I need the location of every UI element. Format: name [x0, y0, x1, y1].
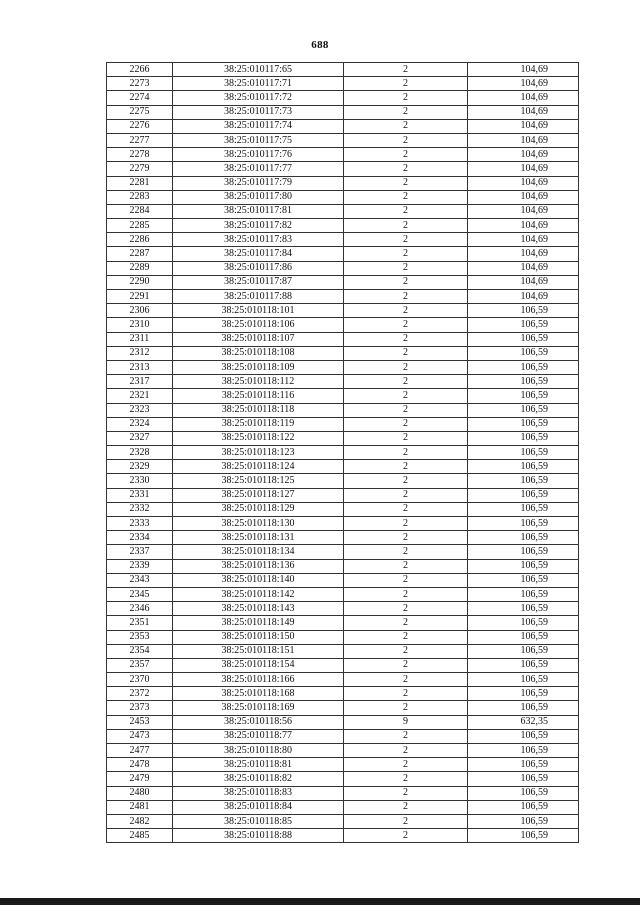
share-cell: 2 [344, 488, 468, 502]
cadastral-number-cell: 38:25:010117:76 [173, 148, 344, 162]
value-cell: 106,59 [468, 729, 579, 743]
cadastral-number-cell: 38:25:010118:101 [173, 304, 344, 318]
table-row [107, 403, 579, 417]
table-row [107, 375, 579, 389]
table-row [107, 502, 579, 516]
share-cell: 2 [344, 162, 468, 176]
value-cell: 104,69 [468, 91, 579, 105]
row-number-cell: 2281 [107, 176, 173, 190]
table-row [107, 176, 579, 190]
value-cell: 104,69 [468, 148, 579, 162]
share-cell: 2 [344, 176, 468, 190]
cadastral-number-cell: 38:25:010118:149 [173, 616, 344, 630]
share-cell: 2 [344, 290, 468, 304]
table-row [107, 105, 579, 119]
value-cell: 104,69 [468, 77, 579, 91]
value-cell: 106,59 [468, 460, 579, 474]
share-cell: 2 [344, 545, 468, 559]
value-cell: 104,69 [468, 190, 579, 204]
value-cell: 106,59 [468, 517, 579, 531]
share-cell: 2 [344, 573, 468, 587]
row-number-cell: 2324 [107, 417, 173, 431]
table-row [107, 474, 579, 488]
value-cell: 106,59 [468, 446, 579, 460]
row-number-cell: 2351 [107, 616, 173, 630]
value-cell: 106,59 [468, 403, 579, 417]
row-number-cell: 2286 [107, 233, 173, 247]
cadastral-number-cell: 38:25:010118:142 [173, 587, 344, 601]
row-number-cell: 2321 [107, 389, 173, 403]
value-cell: 632,35 [468, 715, 579, 729]
cadastral-number-cell: 38:25:010117:74 [173, 119, 344, 133]
share-cell: 2 [344, 800, 468, 814]
value-cell: 106,59 [468, 545, 579, 559]
table-row [107, 162, 579, 176]
table-row [107, 233, 579, 247]
table-row [107, 63, 579, 77]
row-number-cell: 2477 [107, 744, 173, 758]
cadastral-number-cell: 38:25:010118:119 [173, 417, 344, 431]
value-cell: 104,69 [468, 133, 579, 147]
value-cell: 106,59 [468, 332, 579, 346]
table-row [107, 247, 579, 261]
table-row [107, 304, 579, 318]
value-cell: 106,59 [468, 431, 579, 445]
value-cell: 104,69 [468, 204, 579, 218]
share-cell: 2 [344, 644, 468, 658]
share-cell: 2 [344, 133, 468, 147]
cadastral-number-cell: 38:25:010118:154 [173, 658, 344, 672]
value-cell: 106,59 [468, 616, 579, 630]
cadastral-number-cell: 38:25:010118:166 [173, 673, 344, 687]
row-number-cell: 2284 [107, 204, 173, 218]
value-cell: 106,59 [468, 673, 579, 687]
value-cell: 106,59 [468, 304, 579, 318]
table-row [107, 148, 579, 162]
share-cell: 2 [344, 814, 468, 828]
cadastral-number-cell: 38:25:010117:73 [173, 105, 344, 119]
row-number-cell: 2332 [107, 502, 173, 516]
share-cell: 9 [344, 715, 468, 729]
cadastral-number-cell: 38:25:010118:130 [173, 517, 344, 531]
table-row [107, 431, 579, 445]
row-number-cell: 2329 [107, 460, 173, 474]
share-cell: 2 [344, 772, 468, 786]
table-row [107, 687, 579, 701]
share-cell: 2 [344, 219, 468, 233]
row-number-cell: 2276 [107, 119, 173, 133]
row-number-cell: 2331 [107, 488, 173, 502]
row-number-cell: 2311 [107, 332, 173, 346]
share-cell: 2 [344, 587, 468, 601]
value-cell: 106,59 [468, 360, 579, 374]
cadastral-number-cell: 38:25:010118:85 [173, 814, 344, 828]
share-cell: 2 [344, 786, 468, 800]
cadastral-number-cell: 38:25:010118:151 [173, 644, 344, 658]
cadastral-number-cell: 38:25:010118:122 [173, 431, 344, 445]
table-row [107, 644, 579, 658]
table-row [107, 729, 579, 743]
table-row [107, 360, 579, 374]
value-cell: 104,69 [468, 105, 579, 119]
cadastral-number-cell: 38:25:010117:77 [173, 162, 344, 176]
cadastral-number-cell: 38:25:010118:134 [173, 545, 344, 559]
table-row [107, 630, 579, 644]
value-cell: 104,69 [468, 219, 579, 233]
cadastral-number-cell: 38:25:010117:80 [173, 190, 344, 204]
value-cell: 106,59 [468, 687, 579, 701]
cadastral-number-cell: 38:25:010118:129 [173, 502, 344, 516]
share-cell: 2 [344, 375, 468, 389]
share-cell: 2 [344, 460, 468, 474]
value-cell: 106,59 [468, 488, 579, 502]
value-cell: 104,69 [468, 233, 579, 247]
cadastral-number-cell: 38:25:010118:56 [173, 715, 344, 729]
cadastral-number-cell: 38:25:010118:143 [173, 602, 344, 616]
value-cell: 106,59 [468, 587, 579, 601]
row-number-cell: 2327 [107, 431, 173, 445]
row-number-cell: 2323 [107, 403, 173, 417]
share-cell: 2 [344, 233, 468, 247]
table-row [107, 417, 579, 431]
table-row [107, 460, 579, 474]
row-number-cell: 2339 [107, 559, 173, 573]
share-cell: 2 [344, 758, 468, 772]
cadastral-number-cell: 38:25:010118:112 [173, 375, 344, 389]
row-number-cell: 2317 [107, 375, 173, 389]
share-cell: 2 [344, 119, 468, 133]
row-number-cell: 2343 [107, 573, 173, 587]
cadastral-number-cell: 38:25:010118:124 [173, 460, 344, 474]
cadastral-number-cell: 38:25:010118:77 [173, 729, 344, 743]
row-number-cell: 2373 [107, 701, 173, 715]
row-number-cell: 2354 [107, 644, 173, 658]
share-cell: 2 [344, 91, 468, 105]
cadastral-number-cell: 38:25:010118:88 [173, 829, 344, 843]
table-row [107, 758, 579, 772]
share-cell: 2 [344, 148, 468, 162]
cadastral-number-cell: 38:25:010117:79 [173, 176, 344, 190]
share-cell: 2 [344, 346, 468, 360]
share-cell: 2 [344, 77, 468, 91]
row-number-cell: 2273 [107, 77, 173, 91]
value-cell: 106,59 [468, 630, 579, 644]
cadastral-number-cell: 38:25:010117:86 [173, 261, 344, 275]
row-number-cell: 2330 [107, 474, 173, 488]
value-cell: 106,59 [468, 559, 579, 573]
row-number-cell: 2345 [107, 587, 173, 601]
row-number-cell: 2473 [107, 729, 173, 743]
cadastral-number-cell: 38:25:010117:84 [173, 247, 344, 261]
share-cell: 2 [344, 474, 468, 488]
table-row [107, 261, 579, 275]
table-row [107, 715, 579, 729]
cadastral-number-cell: 38:25:010118:80 [173, 744, 344, 758]
cadastral-number-cell: 38:25:010118:81 [173, 758, 344, 772]
table-row [107, 488, 579, 502]
share-cell: 2 [344, 701, 468, 715]
scan-bottom-edge [0, 898, 640, 905]
table-row [107, 602, 579, 616]
table-row [107, 573, 579, 587]
cadastral-number-cell: 38:25:010117:75 [173, 133, 344, 147]
row-number-cell: 2478 [107, 758, 173, 772]
table-row [107, 318, 579, 332]
value-cell: 106,59 [468, 318, 579, 332]
share-cell: 2 [344, 105, 468, 119]
row-number-cell: 2370 [107, 673, 173, 687]
share-cell: 2 [344, 403, 468, 417]
cadastral-number-cell: 38:25:010117:83 [173, 233, 344, 247]
value-cell: 104,69 [468, 119, 579, 133]
table-row [107, 616, 579, 630]
value-cell: 104,69 [468, 247, 579, 261]
table-row [107, 814, 579, 828]
share-cell: 2 [344, 63, 468, 77]
value-cell: 106,59 [468, 786, 579, 800]
share-cell: 2 [344, 247, 468, 261]
row-number-cell: 2289 [107, 261, 173, 275]
cadastral-number-cell: 38:25:010118:168 [173, 687, 344, 701]
table-row [107, 772, 579, 786]
value-cell: 104,69 [468, 261, 579, 275]
row-number-cell: 2480 [107, 786, 173, 800]
value-cell: 106,59 [468, 573, 579, 587]
cadastral-number-cell: 38:25:010118:83 [173, 786, 344, 800]
value-cell: 106,59 [468, 531, 579, 545]
row-number-cell: 2372 [107, 687, 173, 701]
cadastral-number-cell: 38:25:010118:84 [173, 800, 344, 814]
table-row [107, 829, 579, 843]
table-row [107, 701, 579, 715]
cadastral-number-cell: 38:25:010117:72 [173, 91, 344, 105]
row-number-cell: 2453 [107, 715, 173, 729]
share-cell: 2 [344, 446, 468, 460]
table-row [107, 587, 579, 601]
table-row [107, 389, 579, 403]
share-cell: 2 [344, 389, 468, 403]
value-cell: 106,59 [468, 474, 579, 488]
cadastral-number-cell: 38:25:010117:71 [173, 77, 344, 91]
table-row [107, 531, 579, 545]
share-cell: 2 [344, 616, 468, 630]
cadastral-number-cell: 38:25:010118:82 [173, 772, 344, 786]
cadastral-number-cell: 38:25:010118:123 [173, 446, 344, 460]
table-row [107, 119, 579, 133]
row-number-cell: 2310 [107, 318, 173, 332]
share-cell: 2 [344, 658, 468, 672]
table-row [107, 204, 579, 218]
value-cell: 106,59 [468, 772, 579, 786]
row-number-cell: 2357 [107, 658, 173, 672]
share-cell: 2 [344, 261, 468, 275]
row-number-cell: 2485 [107, 829, 173, 843]
table-row [107, 658, 579, 672]
row-number-cell: 2334 [107, 531, 173, 545]
share-cell: 2 [344, 602, 468, 616]
cadastral-number-cell: 38:25:010118:108 [173, 346, 344, 360]
table-row [107, 91, 579, 105]
cadastral-number-cell: 38:25:010118:106 [173, 318, 344, 332]
row-number-cell: 2283 [107, 190, 173, 204]
cadastral-number-cell: 38:25:010117:81 [173, 204, 344, 218]
cadastral-number-cell: 38:25:010118:136 [173, 559, 344, 573]
row-number-cell: 2328 [107, 446, 173, 460]
table-row [107, 673, 579, 687]
share-cell: 2 [344, 275, 468, 289]
row-number-cell: 2291 [107, 290, 173, 304]
row-number-cell: 2278 [107, 148, 173, 162]
share-cell: 2 [344, 673, 468, 687]
table-row [107, 446, 579, 460]
row-number-cell: 2274 [107, 91, 173, 105]
cadastral-number-cell: 38:25:010117:88 [173, 290, 344, 304]
value-cell: 106,59 [468, 758, 579, 772]
share-cell: 2 [344, 687, 468, 701]
cadastral-number-cell: 38:25:010118:116 [173, 389, 344, 403]
cadastral-number-cell: 38:25:010118:107 [173, 332, 344, 346]
value-cell: 106,59 [468, 346, 579, 360]
page-number: 688 [311, 39, 329, 51]
share-cell: 2 [344, 332, 468, 346]
share-cell: 2 [344, 190, 468, 204]
share-cell: 2 [344, 630, 468, 644]
row-number-cell: 2346 [107, 602, 173, 616]
cadastral-number-cell: 38:25:010117:65 [173, 63, 344, 77]
row-number-cell: 2353 [107, 630, 173, 644]
value-cell: 104,69 [468, 176, 579, 190]
value-cell: 106,59 [468, 644, 579, 658]
table-row [107, 190, 579, 204]
cadastral-number-cell: 38:25:010118:140 [173, 573, 344, 587]
row-number-cell: 2333 [107, 517, 173, 531]
table-row [107, 545, 579, 559]
row-number-cell: 2313 [107, 360, 173, 374]
row-number-cell: 2481 [107, 800, 173, 814]
share-cell: 2 [344, 360, 468, 374]
share-cell: 2 [344, 517, 468, 531]
share-cell: 2 [344, 829, 468, 843]
row-number-cell: 2337 [107, 545, 173, 559]
table-row [107, 275, 579, 289]
cadastral-number-cell: 38:25:010117:87 [173, 275, 344, 289]
share-cell: 2 [344, 318, 468, 332]
cadastral-number-cell: 38:25:010118:118 [173, 403, 344, 417]
cadastral-number-cell: 38:25:010118:169 [173, 701, 344, 715]
cadastral-number-cell: 38:25:010118:109 [173, 360, 344, 374]
table-row [107, 332, 579, 346]
row-number-cell: 2312 [107, 346, 173, 360]
share-cell: 2 [344, 304, 468, 318]
share-cell: 2 [344, 729, 468, 743]
cadastral-number-cell: 38:25:010118:150 [173, 630, 344, 644]
table-row [107, 744, 579, 758]
value-cell: 104,69 [468, 290, 579, 304]
table-row [107, 133, 579, 147]
value-cell: 104,69 [468, 275, 579, 289]
cadastral-number-cell: 38:25:010118:127 [173, 488, 344, 502]
value-cell: 106,59 [468, 417, 579, 431]
cadastral-number-cell: 38:25:010118:125 [173, 474, 344, 488]
parcel-table [106, 62, 579, 843]
row-number-cell: 2266 [107, 63, 173, 77]
row-number-cell: 2482 [107, 814, 173, 828]
table-row [107, 290, 579, 304]
cadastral-number-cell: 38:25:010118:131 [173, 531, 344, 545]
share-cell: 2 [344, 559, 468, 573]
share-cell: 2 [344, 502, 468, 516]
share-cell: 2 [344, 417, 468, 431]
table-row [107, 800, 579, 814]
table-row [107, 559, 579, 573]
row-number-cell: 2275 [107, 105, 173, 119]
row-number-cell: 2277 [107, 133, 173, 147]
row-number-cell: 2479 [107, 772, 173, 786]
value-cell: 104,69 [468, 63, 579, 77]
cadastral-number-cell: 38:25:010117:82 [173, 219, 344, 233]
value-cell: 106,59 [468, 744, 579, 758]
row-number-cell: 2285 [107, 219, 173, 233]
table-body [107, 63, 579, 843]
share-cell: 2 [344, 431, 468, 445]
value-cell: 104,69 [468, 162, 579, 176]
row-number-cell: 2287 [107, 247, 173, 261]
value-cell: 106,59 [468, 658, 579, 672]
value-cell: 106,59 [468, 502, 579, 516]
value-cell: 106,59 [468, 602, 579, 616]
value-cell: 106,59 [468, 375, 579, 389]
value-cell: 106,59 [468, 829, 579, 843]
value-cell: 106,59 [468, 389, 579, 403]
share-cell: 2 [344, 204, 468, 218]
table-row [107, 219, 579, 233]
table-row [107, 346, 579, 360]
value-cell: 106,59 [468, 814, 579, 828]
table-row [107, 517, 579, 531]
share-cell: 2 [344, 744, 468, 758]
row-number-cell: 2290 [107, 275, 173, 289]
value-cell: 106,59 [468, 800, 579, 814]
row-number-cell: 2306 [107, 304, 173, 318]
table-row [107, 786, 579, 800]
row-number-cell: 2279 [107, 162, 173, 176]
share-cell: 2 [344, 531, 468, 545]
value-cell: 106,59 [468, 701, 579, 715]
table-row [107, 77, 579, 91]
